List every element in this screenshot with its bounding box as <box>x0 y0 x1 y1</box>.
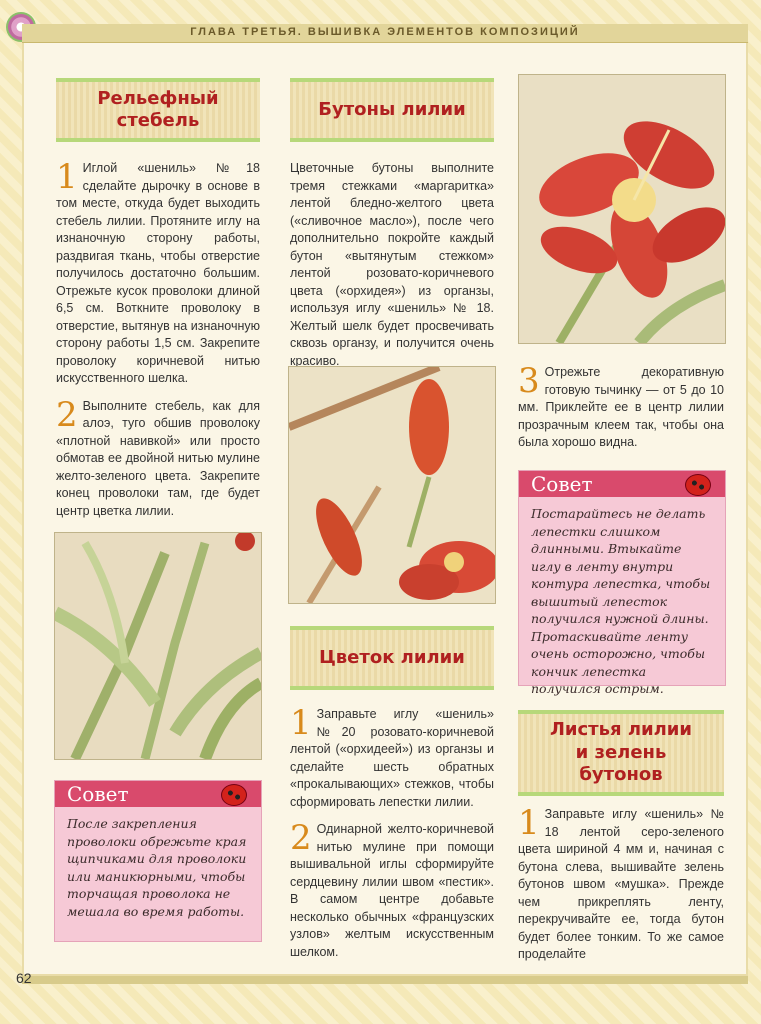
tip-box-right <box>518 470 726 696</box>
step-number: 1 <box>518 803 540 843</box>
stem-text <box>56 157 260 530</box>
step-1: 1 Иглой «шениль» №18 сделайте дырочку в основе в том месте, откуда будет выходить стебель лилии. Протяните иглу на изнаночную сторону работы, раздвигая ткань, чтобы отверстие получилось достаточно большим. Отрежьте кусок проволоки длиной 6,5 см. Воткните проволоку в отверстие, вытянув на изнаночную сторону работы 1,5 см. Закрепите проволоку коричневой нитью искусственного шелка. <box>56 157 260 385</box>
tip-heading: Совет <box>531 472 593 496</box>
photo-stem-leaves <box>54 532 262 760</box>
flower-text <box>290 703 494 971</box>
section-banner-flower <box>290 626 494 690</box>
section-title-buds: Бутоны лилии <box>318 98 466 120</box>
photo-lily-flower <box>518 74 726 344</box>
chapter-title: ГЛАВА ТРЕТЬЯ. ВЫШИВКА ЭЛЕМЕНТОВ КОМПОЗИЦИЙ <box>190 26 580 38</box>
bottom-strip <box>22 976 748 984</box>
step-number: 2 <box>56 394 78 435</box>
page-number: 62 <box>16 970 32 986</box>
tip-text: Постарайтесь не делать лепестки слишком длинными. Втыкайте иглу в ленту внутри контура лепестка, чтобы вышитый лепесток получился нужной длины. Протаскивайте ленту очень осторожно, чтобы кончик лепестка получился острым. <box>531 506 711 696</box>
tip-header <box>519 471 725 497</box>
step-number: 1 <box>56 157 78 197</box>
step-3: 3 Отрежьте декоративную готовую тычинку — от 5 до 10 мм. Приклейте ее в центр лилии прозрачным клеем так, чтобы она была хорошо видна. <box>518 361 724 449</box>
tip-text: После закрепления проволоки обрежьте края щипчиками для проволоки или маникюрными, чтобы торчащая проволока не мешала во время работы. <box>67 816 247 919</box>
section-banner-buds <box>290 78 494 142</box>
section-title-stem: Рельефный стебель <box>97 87 219 131</box>
step-1: 1 Заправьте иглу «шениль» № 18 лентой серо-зеленого цвета шириной 4 мм и, начиная с бутона слева, вышивайте зелень бутонов швом «мушка». Прежде чем прикреплять ленту, перекручивайте ее, тогда бутон будет более тонким. То же самое проделайте <box>518 803 724 961</box>
chapter-header <box>22 24 748 43</box>
leaves-text <box>518 803 724 974</box>
section-banner-stem <box>56 78 260 142</box>
section-title-flower: Цветок лилии <box>319 646 465 668</box>
photo-lily-buds <box>288 366 496 604</box>
ladybug-icon <box>685 474 711 496</box>
section-banner-leaves <box>518 710 724 796</box>
step-2: 2 Одинарной желто-коричневой нитью мулине при помощи вышивальной иглы сформируйте сердцевину лилии швом «пестик». В самом центре добавьте несколько обычных «французских узлов» желтым искусственным шелком. <box>290 818 494 959</box>
step-number: 1 <box>290 703 312 743</box>
step-1: 1 Заправьте иглу «шениль» №20 розовато-коричневой лентой («орхидеей») из органзы и сделайте шесть обратных «прокалывающих» стежков, чтобы сформировать лепестки лилии. <box>290 703 494 809</box>
buds-text: Цветочные бутоны выполните тремя стежками «маргаритка» лентой бледно-желтого цвета («сливочное масло»), после чего дополнительно покройте каждый бутон «вытянутым стежком» лентой розовато-коричневого цвета («орхидея») из органзы, используя иглу «шениль» № 18. Желтый шелк будет просвечивать сквозь органзу, и получится очень красиво. <box>290 161 494 368</box>
step-number: 3 <box>518 361 540 401</box>
ladybug-icon <box>221 784 247 806</box>
stamen-text <box>518 361 724 462</box>
step-2: 2 Выполните стебель, как для алоэ, туго обшив проволоку «плотной навивкой» или просто обмотав ее двойной нитью мулине желто-зеленого цвета. Закрепите конец проволоки там, где будет центр цветка лилии. <box>56 394 260 518</box>
tip-header <box>55 781 261 807</box>
tip-heading: Совет <box>67 782 129 806</box>
step-number: 2 <box>290 818 312 858</box>
tip-box-left <box>54 780 262 942</box>
section-title-leaves: Листья лилии и зелень бутонов <box>549 719 693 786</box>
